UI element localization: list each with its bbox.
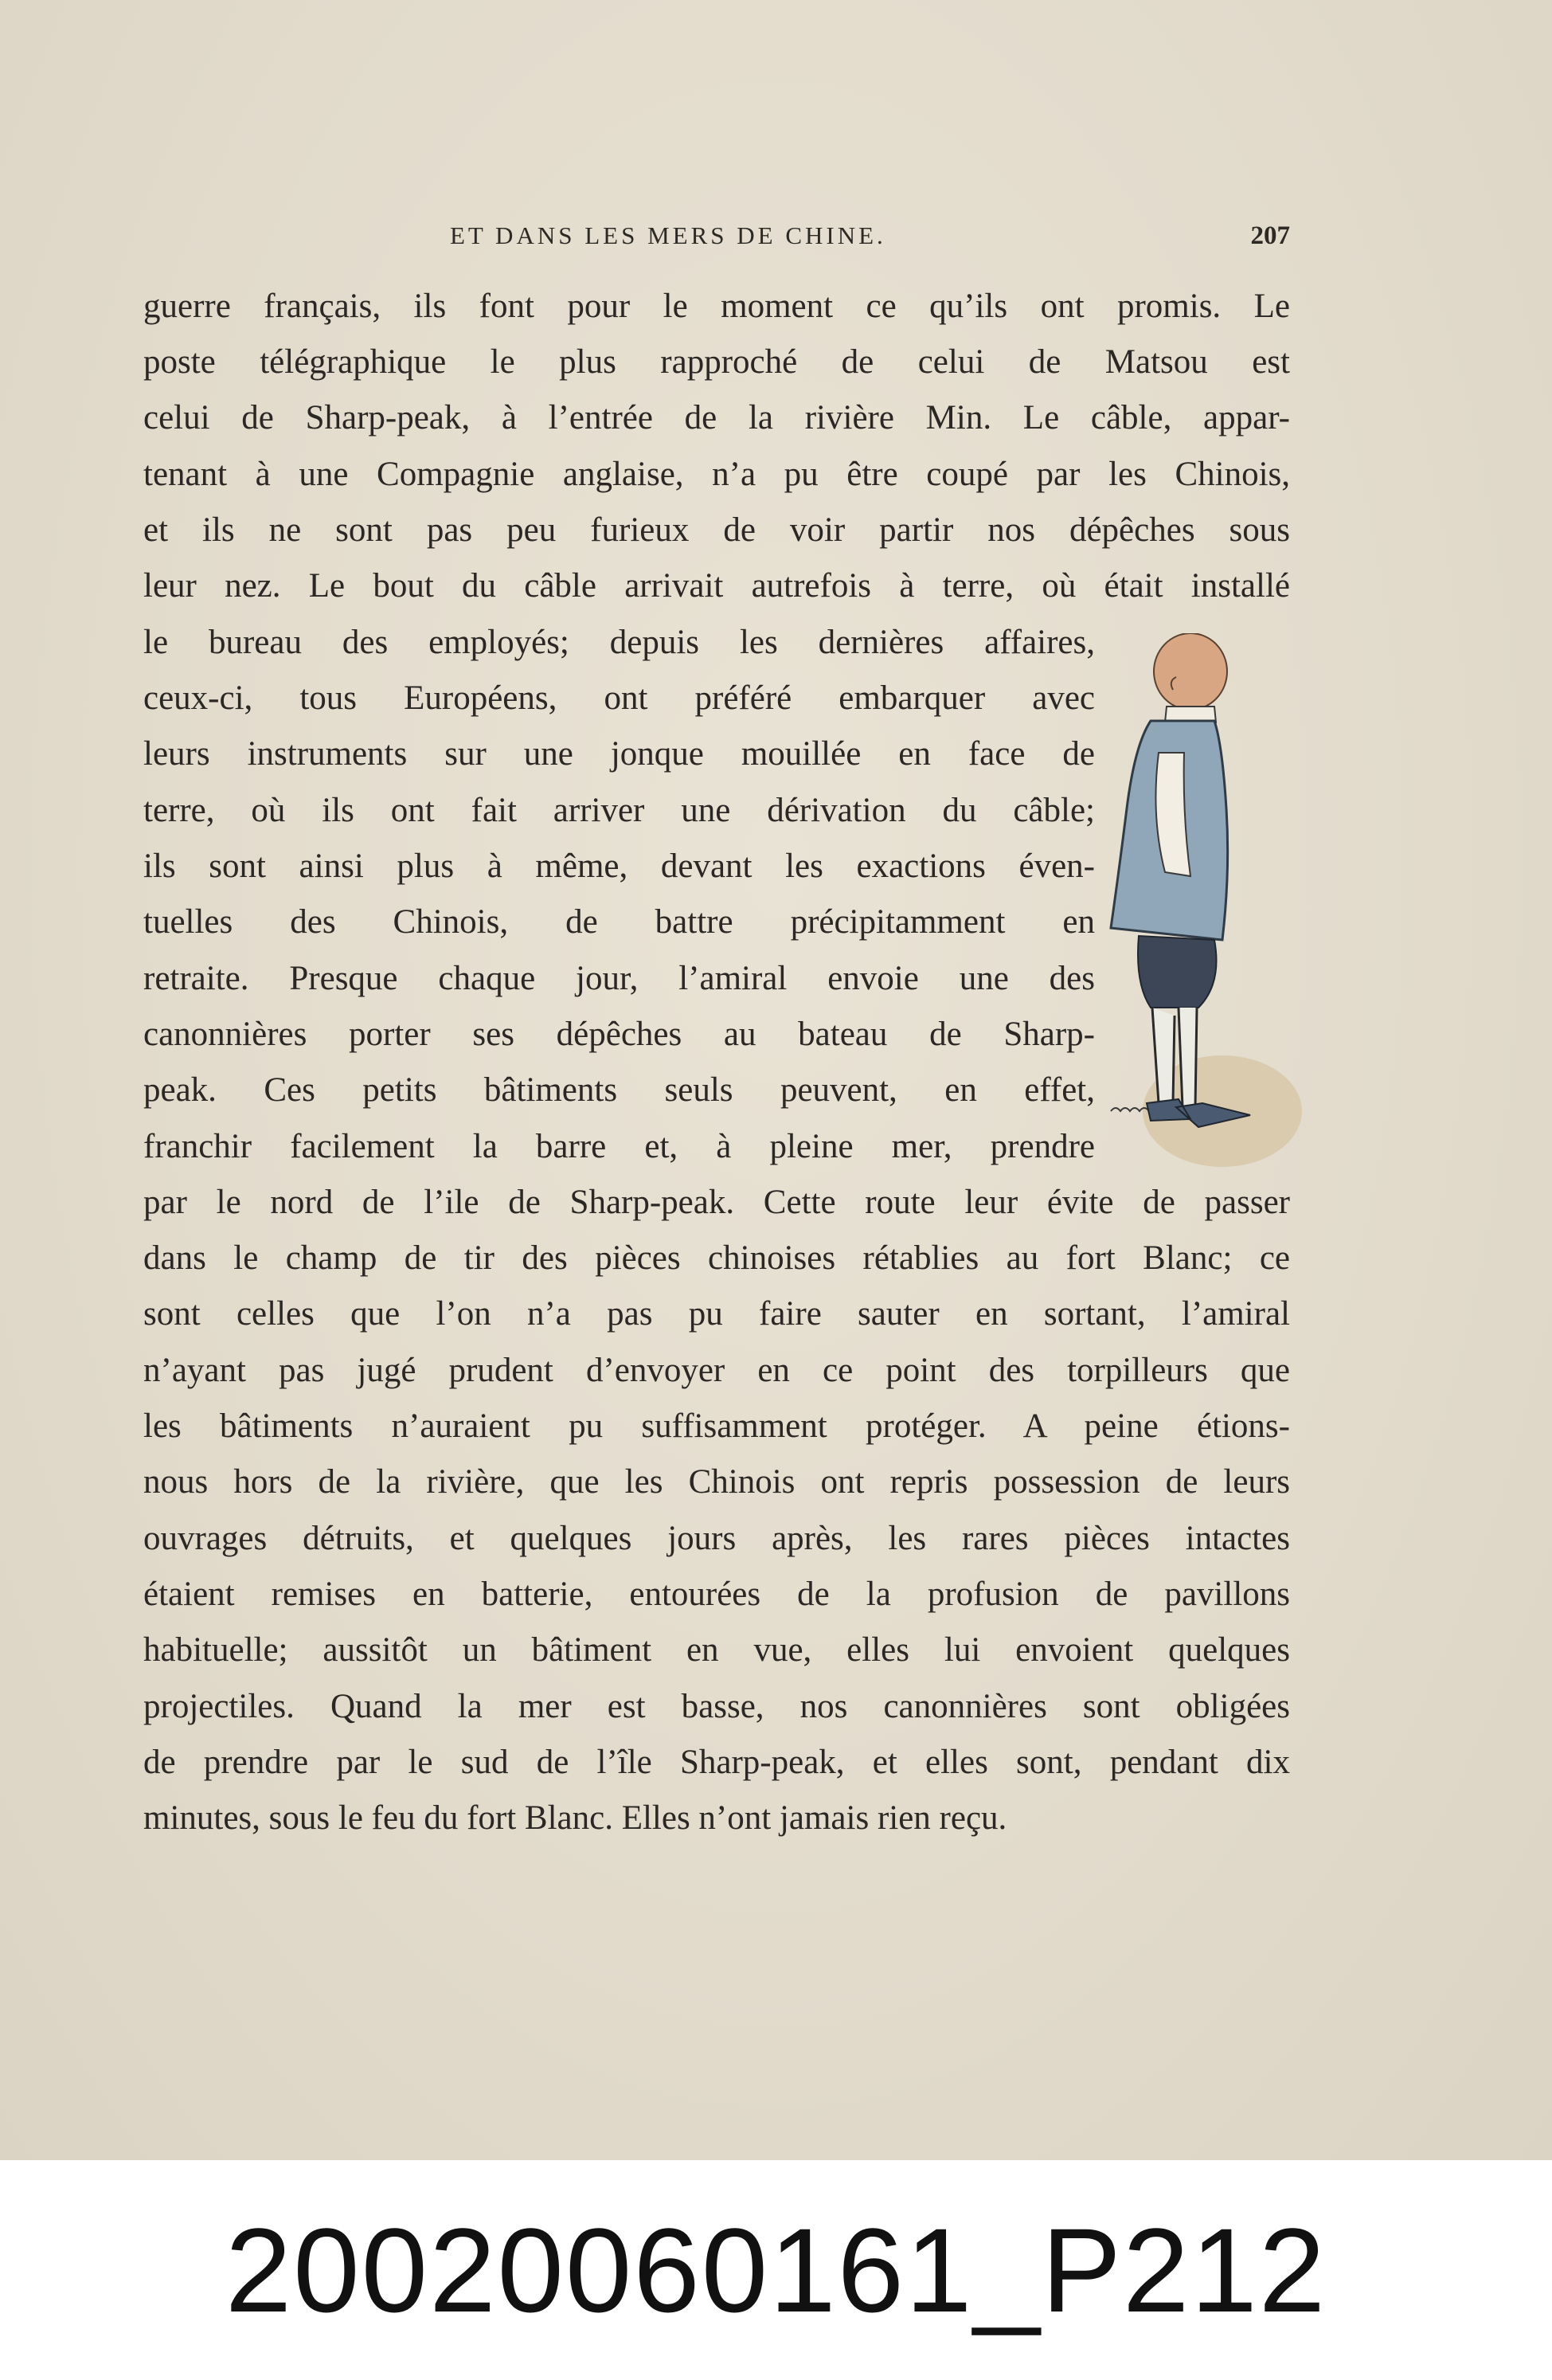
- text-line: nous hors de la rivière, que les Chinois ont repris possession de leurs: [143, 1463, 1290, 1501]
- text-line: n’ayant pas jugé prudent d’envoyer en ce point des torpilleurs que: [143, 1352, 1290, 1389]
- head: [1154, 633, 1227, 710]
- text-line: terre, où ils ont fait arriver une dérivation du câble;: [143, 792, 1095, 829]
- running-title: ET DANS LES MERS DE CHINE.: [450, 221, 886, 249]
- text-line: ouvrages détruits, et quelques jours après, les rares pièces intactes: [143, 1520, 1290, 1557]
- text-line: par le nord de l’ile de Sharp-peak. Cette route leur évite de passer: [143, 1184, 1290, 1221]
- text-line: peak. Ces petits bâtiments seuls peuvent, en effet,: [143, 1071, 1095, 1109]
- text-line: ils sont ainsi plus à même, devant les exactions éven-: [143, 847, 1095, 885]
- text-line: leurs instruments sur une jonque mouillée en face de: [143, 735, 1095, 773]
- text-line: guerre français, ils font pour le moment ce qu’ils ont promis. Le: [143, 288, 1290, 325]
- text-line: tenant à une Compagnie anglaise, n’a pu être coupé par les Chinois,: [143, 456, 1290, 493]
- text-line: celui de Sharp-peak, à l’entrée de la rivière Min. Le câble, appar-: [143, 399, 1290, 436]
- text-line: franchir facilement la barre et, à pleine mer, prendre: [143, 1128, 1095, 1165]
- text-line: de prendre par le sud de l’île Sharp-peak, et elles sont, pendant dix: [143, 1744, 1290, 1781]
- page-number: 207: [1250, 221, 1290, 250]
- text-line: le bureau des employés; depuis les dernières affaires,: [143, 624, 1095, 661]
- text-line: habituelle; aussitôt un bâtiment en vue, elles lui envoient quelques: [143, 1631, 1290, 1669]
- text-line: canonnières porter ses dépêches au bateau de Sharp-: [143, 1016, 1095, 1053]
- text-line: étaient remises en batterie, entourées de la profusion de pavillons: [143, 1576, 1290, 1613]
- text-line: leur nez. Le bout du câble arrivait autrefois à terre, où était installé: [143, 567, 1290, 605]
- text-line: dans le champ de tir des pièces chinoises rétablies au fort Blanc; ce: [143, 1239, 1290, 1277]
- text-line: sont celles que l’on n’a pas pu faire sauter en sortant, l’amiral: [143, 1295, 1290, 1333]
- trousers: [1138, 936, 1217, 1008]
- text-line: projectiles. Quand la mer est basse, nos canonnières sont obligées: [143, 1688, 1290, 1725]
- text-line: ceux-ci, tous Européens, ont préféré embarquer avec: [143, 679, 1095, 717]
- text-line: minutes, sous le feu du fort Blanc. Elles n’ont jamais rien reçu.: [143, 1799, 1007, 1837]
- text-line: retraite. Presque chaque jour, l’amiral envoie une des: [143, 960, 1095, 997]
- text-line: tuelles des Chinois, de battre précipitamment en: [143, 903, 1095, 941]
- text-line: et ils ne sont pas peu furieux de voir partir nos dépêches sous: [143, 511, 1290, 549]
- standing-chinese-figure-illustration: [1103, 633, 1302, 1183]
- running-head: [143, 221, 1290, 256]
- text-line: les bâtiments n’auraient pu suffisamment protéger. A peine étions-: [143, 1407, 1290, 1445]
- archive-identifier: 20020060161_P212: [0, 2160, 1552, 2380]
- text-line: poste télégraphique le plus rapproché de celui de Matsou est: [143, 343, 1290, 381]
